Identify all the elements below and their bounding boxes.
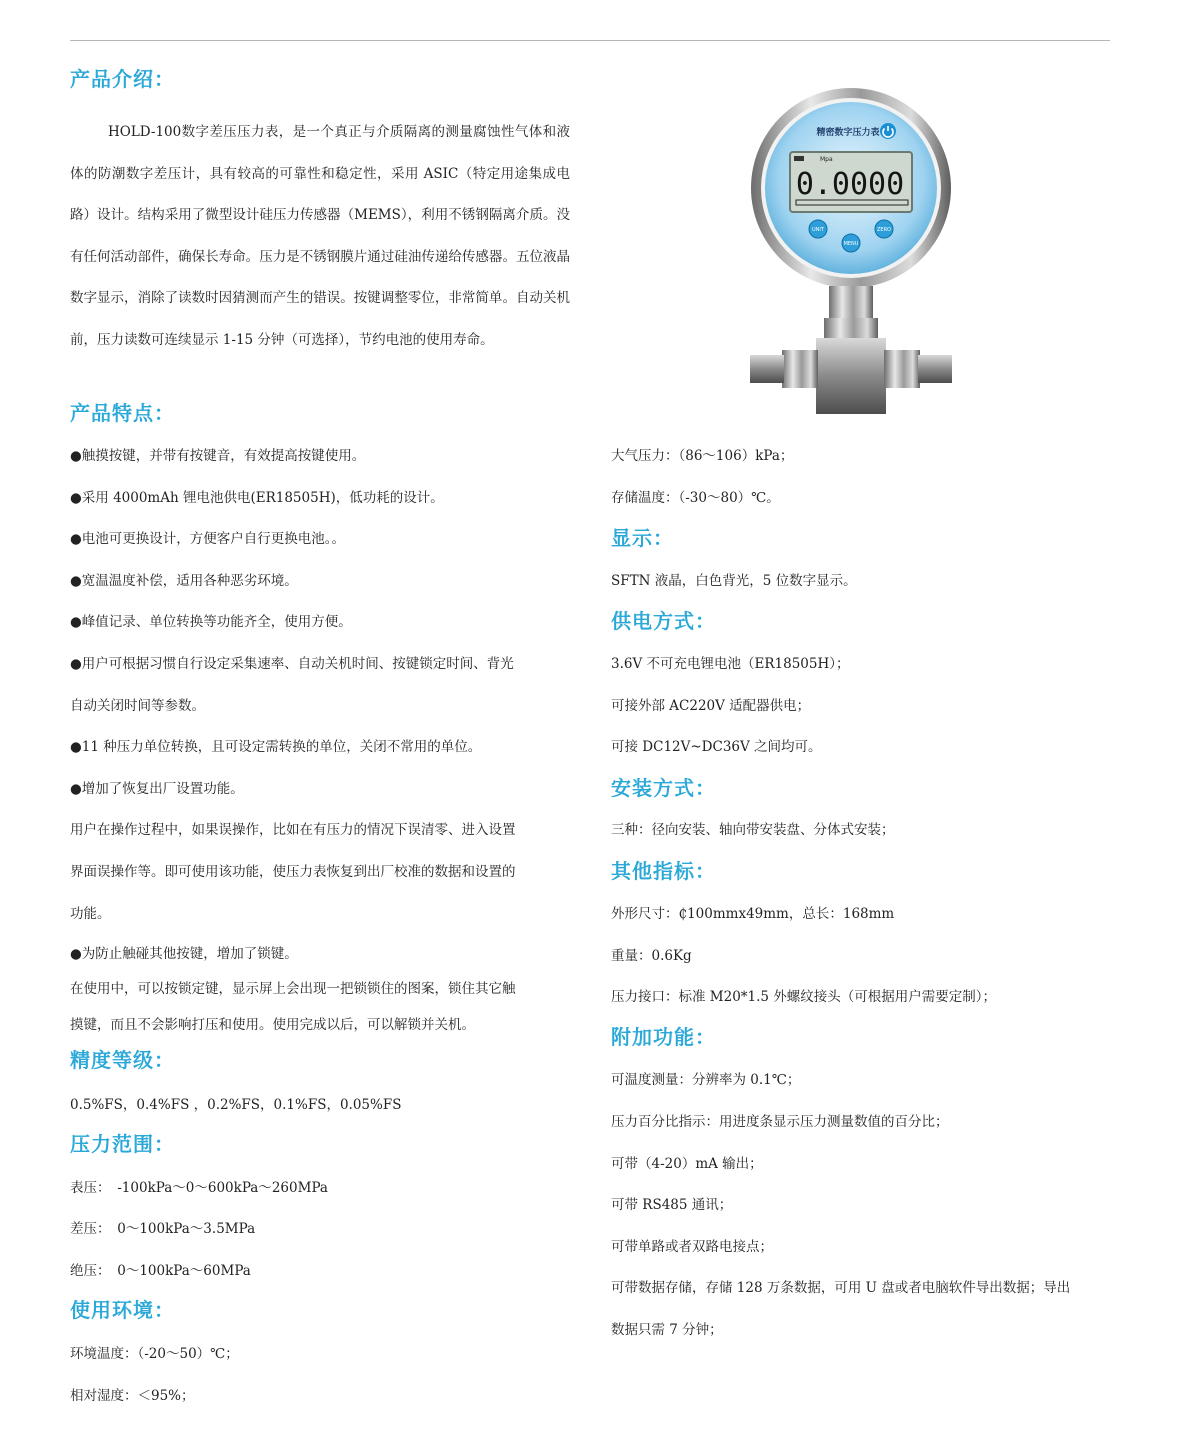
feature-line: ●11 种压力单位转换，且可设定需转换的单位，关闭不常用的单位。 [70,739,482,755]
pressure-range-line: 差压： 0～100kPa～3.5MPa [70,1221,256,1237]
feature-line: ●增加了恢复出厂设置功能。 [70,781,244,797]
environment-heading: 使用环境： [70,1298,175,1322]
feature-line: 用户在操作过程中，如果误操作，比如在有压力的情况下误清零、进入设置 [70,822,516,838]
other-heading: 其他指标： [611,859,716,883]
gauge-stem [829,286,873,320]
feature-line: ●采用 4000mAh 锂电池供电(ER18505H)，低功耗的设计。 [70,490,444,506]
feature-line: 自动关闭时间等参数。 [70,698,205,714]
power-line: 可接外部 AC220V 适配器供电； [611,698,811,714]
intro-text: HOLD-100数字差压压力表，是一个真正与介质隔离的测量腐蚀性气体和液体的防潮数字差压计，具有较高的可靠性和稳定性，采用 ASIC（特定用途集成电路）设计。结构采用了微型设计硅压力传感器（MEMS），利用不锈钢隔离介质。没有任何活动部件，确保长寿命。压力是不锈钢膜片通过硅油传递给传感器。五位液晶数字显示，消除了读数时因猜测而产生的错误。按键调整零位，非常简单。自动关机前，压力读数可连续显示 1-15 分钟（可选择），节约电池的使用寿命。 [70,124,570,348]
left-fitting [782,350,818,388]
feature-line: 界面误操作等。即可使用该功能，使压力表恢复到出厂校准的数据和设置的 [70,864,516,880]
extra-line: 可带单路或者双路电接点； [611,1239,773,1255]
lcd-unit: Mpa [820,156,833,163]
extra-line: 可温度测量：分辨率为 0.1℃； [611,1072,801,1088]
zero-button-label: ZERO [877,227,891,233]
install-heading: 安装方式： [611,776,716,800]
pressure-range-heading: 压力范围： [70,1132,175,1156]
unit-button-label: UNIT [812,227,824,233]
right-fitting [884,350,920,388]
gauge-brand-label: 精密数字压力表 [816,128,880,138]
feature-line: ●峰值记录、单位转换等功能齐全，使用方便。 [70,614,352,630]
environment-line: 相对湿度：＜95%； [70,1388,195,1404]
feature-line: ●用户可根据习惯自行设定采集速率、自动关机时间、按键锁定时间、背光 [70,656,514,672]
other-line: 外形尺寸：₵100mmx49mm，总长：168mm [611,906,895,922]
power-line: 3.6V 不可充电锂电池（ER18505H）； [611,656,850,672]
accuracy-text: 0.5%FS，0.4%FS ，0.2%FS，0.1%FS，0.05%FS [70,1097,402,1113]
extra-line: 压力百分比指示：用进度条显示压力测量数值的百分比； [611,1114,949,1130]
pressure-range-line: 绝压： 0～100kPa～60MPa [70,1263,251,1279]
feature-line: ●宽温温度补偿，适用各种恶劣环境。 [70,573,298,589]
extra-line: 数据只需 7 分钟； [611,1322,723,1338]
feature-line: ●电池可更换设计，方便客户自行更换电池。。 [70,531,346,547]
feature-line: 在使用中，可以按锁定键，显示屏上会出现一把锁锁住的图案，锁住其它触 [70,981,516,997]
extra-heading: 附加功能： [611,1025,716,1049]
extra-line: 可带 RS485 通讯； [611,1197,733,1213]
power-heading: 供电方式： [611,609,716,633]
lcd-reading: 0.0000 [795,167,905,202]
feature-line: ●触摸按键，并带有按键音，有效提高按键使用。 [70,448,366,464]
product-image [744,88,958,418]
extra-line: 可带数据存储，存储 128 万条数据，可用 U 盘或者电脑软件导出数据；导出 [611,1280,1071,1296]
pressure-range-line: 表压： -100kPa～0～600kPa～260MPa [70,1180,328,1196]
extra-line: 可带（4-20）mA 输出； [611,1156,763,1172]
accuracy-heading: 精度等级： [70,1048,175,1072]
environment-line: 存储温度：（-30～80）℃。 [611,490,780,506]
environment-line: 大气压力：（86～106）kPa； [611,448,794,464]
display-heading: 显示： [611,526,674,550]
feature-line: 功能。 [70,906,111,922]
power-line: 可接 DC12V~DC36V 之间均可。 [611,739,822,755]
menu-button-label: MENU [843,241,859,247]
features-heading: 产品特点： [70,401,175,425]
install-text: 三种：径向安装、轴向带安装盘、分体式安装； [611,822,895,838]
display-text: SFTN 液晶，白色背光，5 位数字显示。 [611,573,857,589]
feature-line: 摸键，而且不会影响打压和使用。使用完成以后，可以解锁并关机。 [70,1017,475,1033]
other-line: 重量：0.6Kg [611,948,692,964]
environment-line: 环境温度：（-20～50）℃； [70,1346,239,1362]
intro-heading: 产品介绍： [70,67,175,91]
intro-paragraph [70,112,570,361]
other-line: 压力接口：标准 M20*1.5 外螺纹接头（可根据用户需要定制）； [611,989,997,1005]
feature-line: ●为防止触碰其他按键，增加了锁键。 [70,946,298,962]
top-divider [70,40,1110,41]
process-block [816,338,886,414]
